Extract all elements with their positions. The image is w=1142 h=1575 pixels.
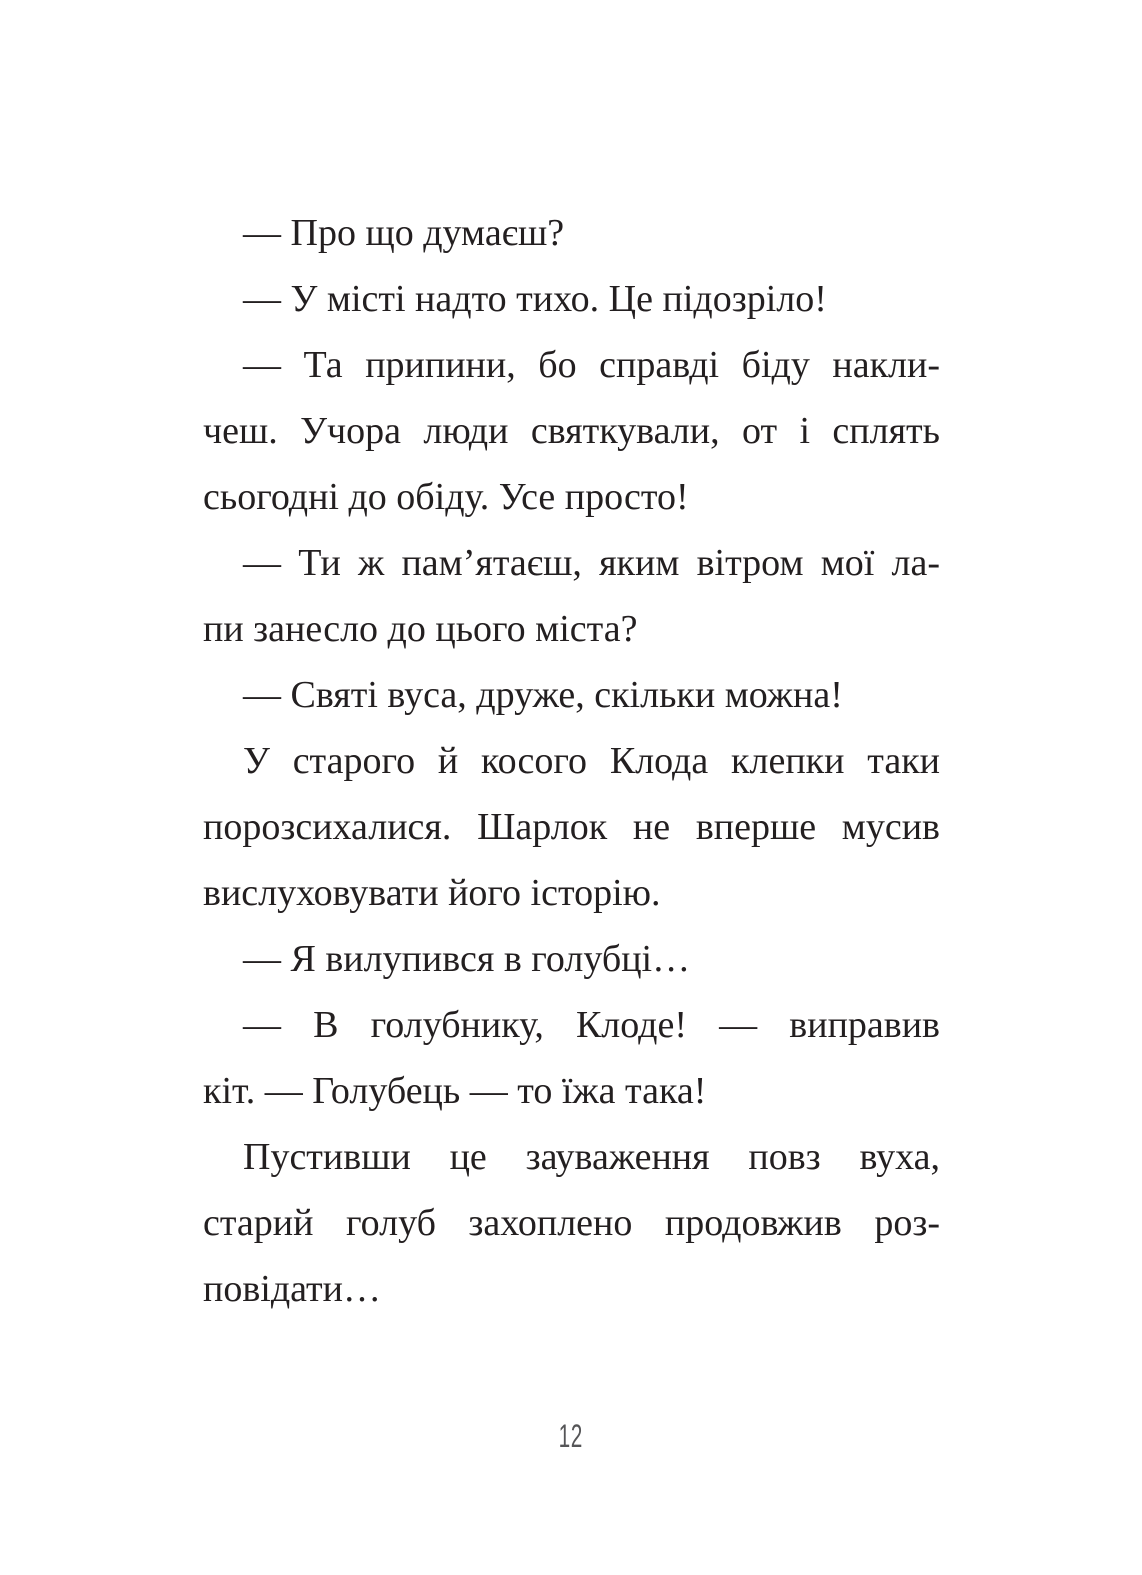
page-number: 12 bbox=[558, 1418, 584, 1454]
text-line: — Та припини, бо справді біду накли- bbox=[243, 344, 940, 386]
text-line: чеш. Учора люди святкували, от і сплять bbox=[203, 410, 940, 452]
text-line: сьогодні до обіду. Усе просто! bbox=[203, 476, 689, 518]
text-line: повідати… bbox=[203, 1268, 381, 1310]
text-line: пи занесло до цього міста? bbox=[203, 608, 638, 650]
text-line: старий голуб захоплено продовжив роз- bbox=[203, 1202, 940, 1244]
text-line: — Святі вуса, друже, скільки можна! bbox=[243, 674, 843, 716]
text-line: вислуховувати його історію. bbox=[203, 872, 661, 914]
text-line: — Про що думаєш? bbox=[243, 212, 565, 254]
text-line: — У місті надто тихо. Це підозріло! bbox=[243, 278, 827, 320]
text-line: Пустивши це зауваження повз вуха, bbox=[243, 1136, 940, 1178]
text-line: порозсихалися. Шарлок не вперше мусив bbox=[203, 806, 940, 848]
text-line: — Я вилупився в голубці… bbox=[243, 938, 691, 980]
page-footer bbox=[0, 1420, 1142, 1452]
text-line: — Ти ж пам’ятаєш, яким вітром мої ла- bbox=[243, 542, 940, 584]
text-line: — В голубнику, Клоде! — виправив bbox=[243, 1004, 940, 1046]
text-line: кіт. — Голубець — то їжа така! bbox=[203, 1070, 707, 1112]
text-line: У старого й косого Клода клепки таки bbox=[243, 740, 940, 782]
body-text bbox=[203, 200, 940, 1322]
